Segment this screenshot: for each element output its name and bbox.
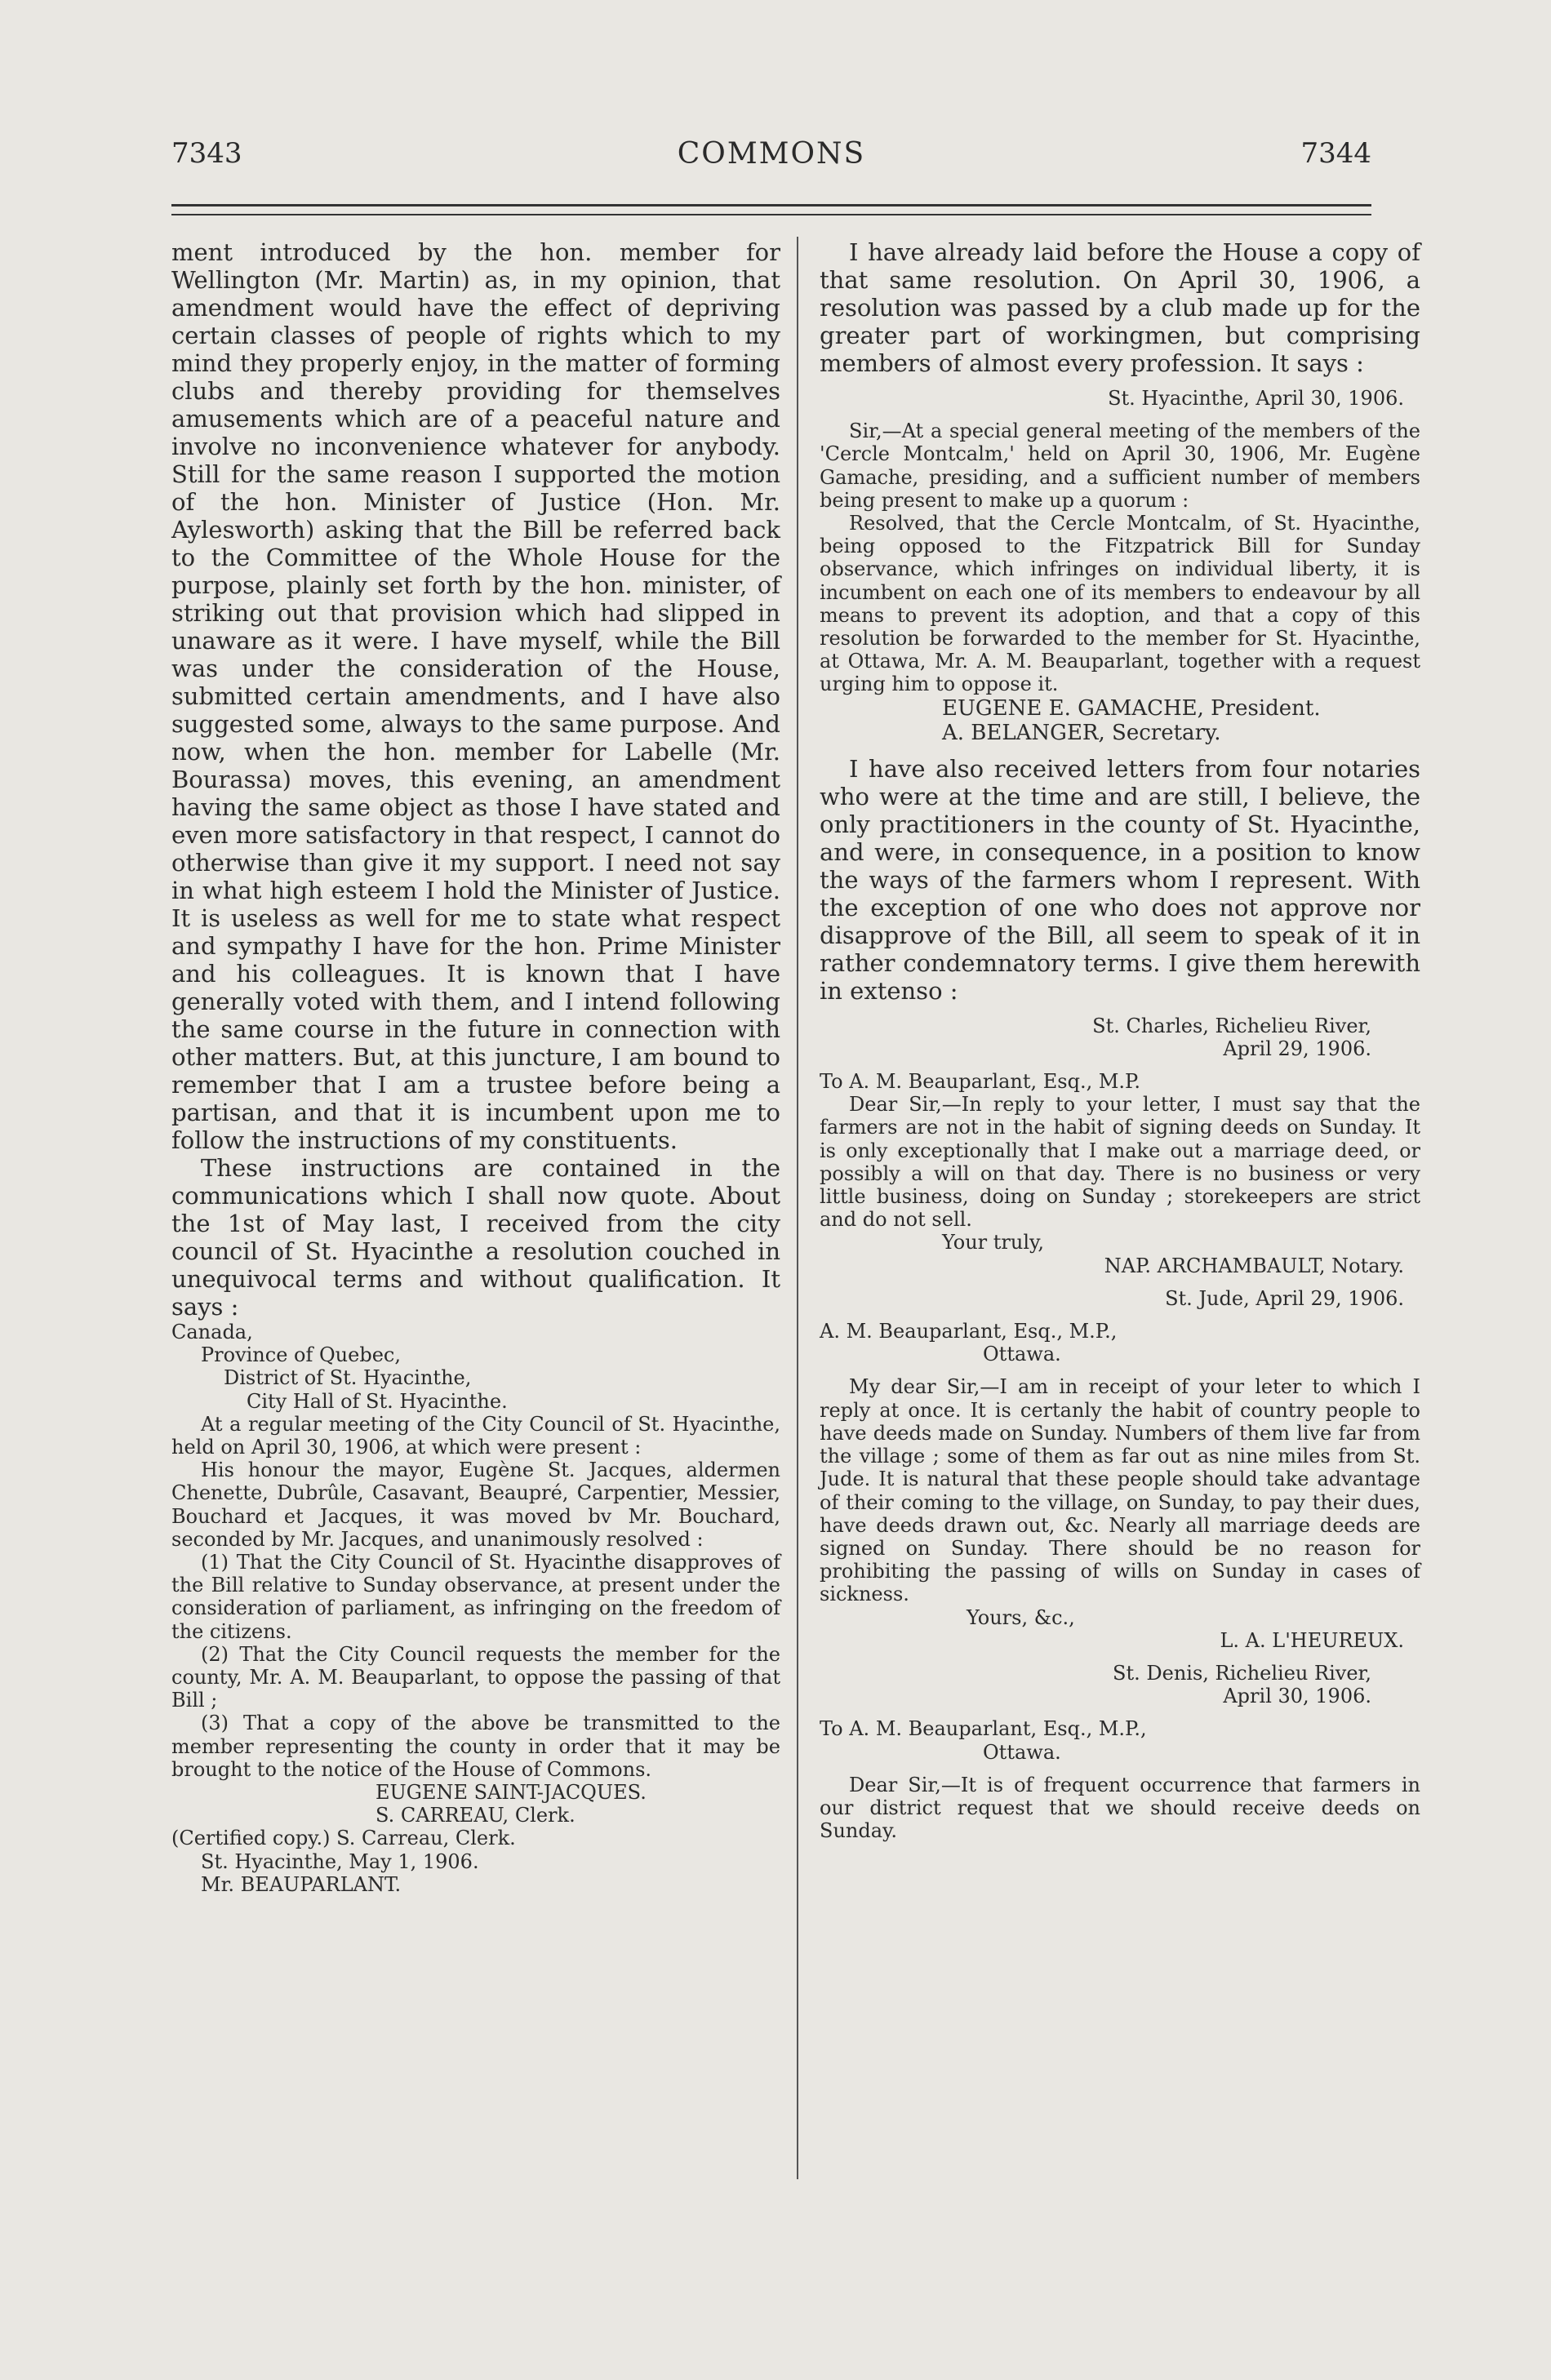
letter-date: April 29, 1906. [1223,1037,1371,1060]
dateline: St. Hyacinthe, May 1, 1906. [201,1849,479,1873]
letter-recipient: Ottawa. [983,1343,1061,1366]
letter-body: Dear Sir,—It is of frequent occurrence that farmers in our district request that we should receive deeds on Sunday. [820,1773,1420,1843]
letter-place: St. Charles, Richelieu River, [1092,1014,1371,1037]
quoted-paragraph: At a regular meeting of the City Council of St. Hyacinthe, held on April 30, 1906, at which were present : [171,1412,780,1459]
speaker-name: Mr. BEAUPARLANT. [201,1872,402,1896]
letter-body: Dear Sir,—In reply to your letter, I must say that the farmers are not in the habit of signing deeds on Sunday. It is only exceptionally that I make out a marriage deed, or possibly a will on that day. There is no business or very little business, doing on Sunday ; storekeepers are strict and do not sell. [820,1093,1420,1232]
letter-date: April 30, 1906. [1223,1685,1371,1708]
quoted-paragraph: (3) That a copy of the above be transmitted to the member representing the county in order that it may be brought to the notice of the House of Commons. [171,1712,780,1781]
quoted-paragraph: Resolved, that the Cercle Montcalm, of St. Hyacinthe, being opposed to the Fitzpatrick Bill for Sunday observance, which infringes on individual liberty, it is incumbent on each one of its members to endeavour by all means to prevent its adoption, and that a copy of this resolution be forwarded to the member for St. Hyacinthe, at Ottawa, Mr. A. M. Beauparlant, together with a request urging him to oppose it. [820,512,1420,696]
right-column [820,238,1420,1842]
column-divider [797,237,798,2179]
address-line: Province of Quebec, [201,1343,401,1367]
letter-signature: L. A. L'HEUREUX. [1220,1628,1404,1652]
address-line: Canada, [171,1321,253,1343]
page-number-right: 7344 [1300,137,1371,170]
signature: S. CARREAU, Clerk. [376,1804,576,1827]
signature: A. BELANGER, Secretary. [942,720,1221,745]
header-rule [171,204,1371,206]
signature: EUGENE SAINT-JACQUES. [376,1781,647,1805]
letter-recipient: To A. M. Beauparlant, Esq., M.P. [820,1070,1140,1094]
page-header [171,137,1371,186]
letter-date: St. Jude, April 29, 1906. [1165,1286,1404,1310]
letter-closing: Your truly, [942,1231,1045,1254]
letter-closing: Yours, &c., [967,1605,1075,1629]
page-number-left: 7343 [171,137,242,170]
letter-body: My dear Sir,—I am in receipt of your leter to which I reply at once. It is certanly the habit of country people to have deeds made on Sunday. Numbers of them live far from the village ; some of them as far out as nine miles from St. Jude. It is natural that these people should take advantage of their coming to the village, on Sunday, to pay their dues, have deeds drawn out, &c. Nearly all marriage deeds are signed on Sunday. There should be no reason for prohibiting the passing of wills on Sunday in cases of sickness. [820,1375,1420,1606]
page-title: COMMONS [677,137,866,171]
quoted-paragraph: (2) That the City Council requests the member for the county, Mr. A. M. Beauparlant, to oppose the passing of that Bill ; [171,1642,780,1712]
certified-line: (Certified copy.) S. Carreau, Clerk. [171,1827,516,1850]
letter-recipient: To A. M. Beauparlant, Esq., M.P., [820,1717,1147,1741]
signature: EUGENE E. GAMACHE, President. [942,695,1321,721]
dateline: St. Hyacinthe, April 30, 1906. [1108,387,1404,410]
letter-recipient: A. M. Beauparlant, Esq., M.P., [820,1320,1118,1343]
quoted-paragraph: Sir,—At a special general meeting of the members of the 'Cercle Montcalm,' held on April 30, 1906, Mr. Eugène Gamache, presiding, and a sufficient number of members being present to make up a quorum : [820,420,1420,512]
paragraph: These instructions are contained in the communications which I shall now quote. About the 1st of May last, I received from the city council of St. Hyacinthe a resolution couched in unequivocal terms and without qualification. It says : [171,1154,780,1321]
letter-recipient: Ottawa. [983,1740,1061,1764]
quoted-paragraph: His honour the mayor, Eugène St. Jacques, aldermen Chenette, Dubrûle, Casavant, Beaupré, Carpentier, Messier, Bouchard et Jacques, it was moved bv Mr. Bouchard, seconded by Mr. Jacques, and unanimously resolved : [171,1459,780,1551]
paragraph: ment introduced by the hon. member for Wellington (Mr. Martin) as, in my opinion, that amendment would have the effect of depriving certain classes of people of rights which to my mind they properly enjoy, in the matter of forming clubs and thereby providing for themselves amusements which are of a peaceful nature and involve no inconvenience whatever for anybody. Still for the same reason I supported the motion of the hon. Minister of Justice (Hon. Mr. Aylesworth) asking that the Bill be referred back to the Committee of the Whole House for the purpose, plainly set forth by the hon. minister, of striking out that provision which had slipped in unaware as it were. I have myself, while the Bill was under the consideration of the House, submitted certain amendments, and I have also suggested some, always to the same purpose. And now, when the hon. member for Labelle (Mr. Bourassa) moves, this evening, an amendment having the same object as those I have stated and even more satisfactory in that respect, I cannot do otherwise than give it my support. I need not say in what high esteem I hold the Minister of Justice. It is useless as well for me to state what respect and sympathy I have for the hon. Prime Minister and his colleagues. It is known that I have generally voted with them, and I intend following the same course in the future in connection with other matters. But, at this juncture, I am bound to remember that I am a trustee before being a partisan, and that it is incumbent upon me to follow the instructions of my constituents. [171,238,780,1154]
quoted-paragraph: (1) That the City Council of St. Hyacinthe disapproves of the Bill relative to Sunday observance, at present under the consideration of parliament, as infringing on the freedom of the citizens. [171,1551,780,1643]
header-rule-thin [171,214,1371,215]
address-line: District of St. Hyacinthe, [224,1366,472,1390]
letter-place: St. Denis, Richelieu River, [1113,1661,1371,1685]
paragraph: I have also received letters from four notaries who were at the time and are still, I believe, the only practitioners in the county of St. Hyacinthe, and were, in consequence, in a position to know the ways of the farmers whom I represent. With the exception of one who does not approve nor disapprove of the Bill, all seem to speak of it in rather condemnatory terms. I give them herewith in extenso : [820,754,1420,1005]
address-line: City Hall of St. Hyacinthe. [247,1389,508,1413]
letter-signature: NAP. ARCHAMBAULT, Notary. [1104,1254,1404,1277]
left-column [171,238,780,1896]
paragraph: I have already laid before the House a copy of that same resolution. On April 30, 1906, a resolution was passed by a club made up for the greater part of workingmen, but comprising members of almost every profession. It says : [820,238,1420,377]
